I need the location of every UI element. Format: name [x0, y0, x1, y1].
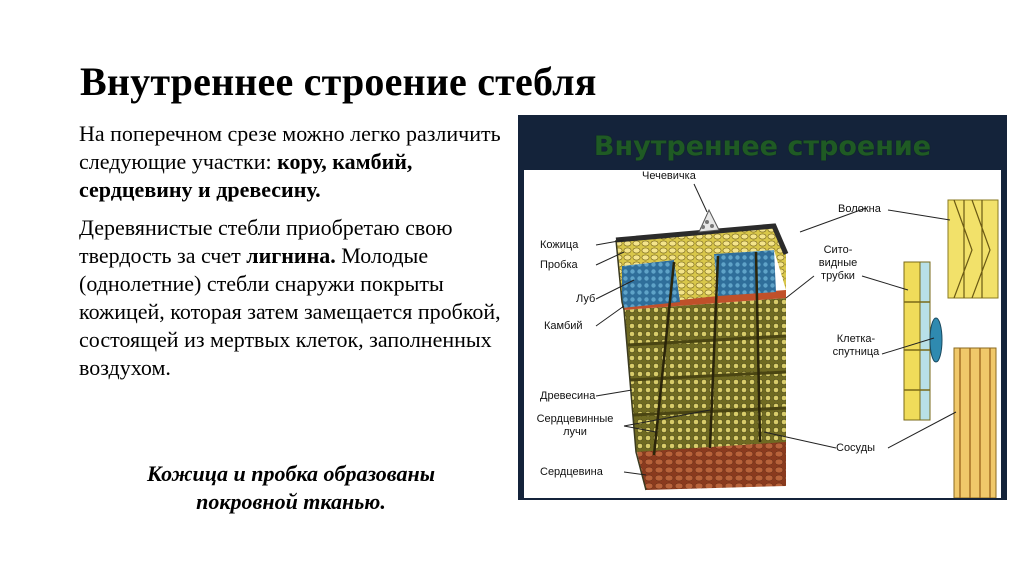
stem-block — [616, 210, 786, 490]
paragraph-cross-section-bold: кору, камбий, сердцевину и древесину. — [79, 149, 413, 202]
stem-structure-figure — [518, 115, 1007, 500]
label-cork: Пробка — [540, 259, 578, 271]
label-lenticel: Чечевичка — [642, 170, 696, 182]
label-sieve-tubes-line1: Сито- — [823, 244, 853, 256]
paragraph-woody-bold: лигнина. — [246, 243, 336, 268]
label-sieve-tubes — [800, 244, 876, 283]
label-companion-cell — [816, 333, 896, 359]
fibers-illustration — [948, 200, 998, 298]
label-companion-cell-line1: Клетка- — [836, 333, 876, 345]
paragraph-woody-text-after: Молодые (однолетние) стебли снаружи покрыты кожицей, которая затем замещается пробкой, состоящей из мертвых клеток, заполненных воздухом. — [79, 243, 501, 380]
label-wood: Древесина — [540, 390, 596, 402]
label-fibers: Волокна — [838, 203, 881, 215]
phloem-wedge-right — [714, 250, 776, 296]
label-sieve-tubes-line2: видные — [818, 257, 858, 269]
slide-title: Внутреннее строение стебля — [80, 59, 597, 104]
paragraph-cross-section-text: На поперечном срезе можно легко различить следующие участки: — [79, 121, 501, 174]
label-sieve-tubes-line3: трубки — [821, 270, 855, 282]
vessels-illustration — [954, 348, 996, 498]
label-vessels: Сосуды — [836, 442, 876, 454]
label-cambium: Камбий — [544, 320, 583, 332]
label-medullary-rays-line1: Сердцевинные — [536, 413, 614, 425]
body-text — [79, 120, 509, 382]
label-medullary-rays-line2: лучи — [563, 426, 587, 438]
label-epidermis: Кожица — [540, 239, 579, 251]
figure-title: Внутреннее строение — [593, 131, 932, 162]
label-pith: Сердцевина — [540, 466, 603, 478]
paragraph-woody-text-before: Деревянистые стебли приобретаю свою твердость за счет — [79, 215, 453, 268]
paragraph-cross-section — [79, 120, 509, 204]
paragraph-woody-stems — [79, 214, 509, 382]
caption: Кожица и пробка образованы покровной тканью. — [147, 461, 435, 514]
figure-panel — [524, 170, 1001, 498]
label-medullary-rays — [524, 413, 626, 439]
label-companion-cell-line2: спутница — [832, 346, 880, 358]
label-phloem: Луб — [576, 293, 596, 305]
stem-illustration — [524, 170, 1001, 498]
